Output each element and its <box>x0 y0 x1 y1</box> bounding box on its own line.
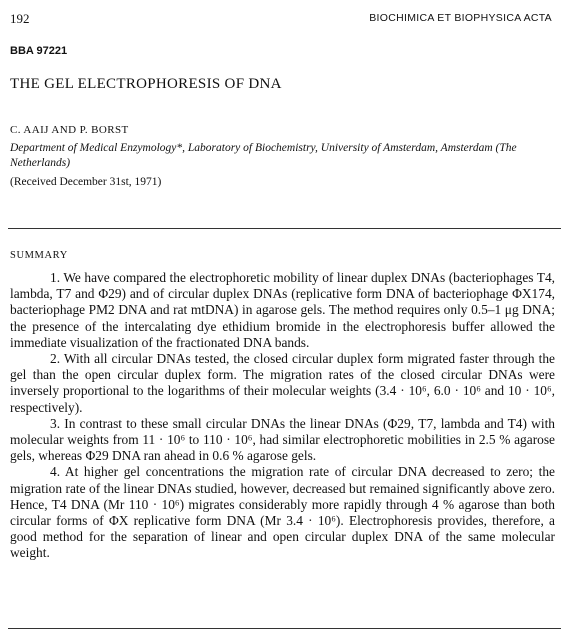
page-number: 192 <box>10 11 30 26</box>
author-affiliation: Department of Medical Enzymology*, Laboratory of Biochemistry, University of Amsterdam, Amsterdam (The Netherlands) <box>10 142 517 169</box>
summary-body <box>10 270 555 562</box>
summary-heading: SUMMARY <box>10 250 68 261</box>
summary-paragraph: 3. In contrast to these small circular DNAs the linear DNAs (Φ29, T7, lambda and T4) with molecular weights from 11 · 10⁶ to 110 · 10⁶, had similar electrophoretic mobilities in 2.5 % agarose gels, whereas Φ29 DNA ran ahead in 0.6 % agarose gels. <box>10 415 555 464</box>
summary-paragraph: 4. At higher gel concentrations the migration rate of circular DNA decreased to zero; the migration rate of the linear DNAs studied, however, decreased but remained significantly above zero. Hence, T4 DNA (Mr 110 · 10⁶) migrates considerably more rapidly through 4 % agarose than both circular forms of ΦX replicative form DNA (Mr 3.4 · 10⁶). Electrophoresis provides, therefore, a good method for the separation of linear and open circular duplex DNA of the same molecular weight. <box>10 464 555 561</box>
received-date: (Received December 31st, 1971) <box>10 176 162 188</box>
section-divider-bottom <box>8 628 561 629</box>
article-code: BBA 97221 <box>10 45 68 57</box>
summary-paragraph: 1. We have compared the electrophoretic mobility of linear duplex DNAs (bacteriophages T4, lambda, T7 and Φ29) and of circular duplex DNAs (replicative form DNA of bacteriophage ΦX174, bacteriophage PM2 DNA and rat mtDNA) in agarose gels. The method requires only 0.5–1 μg DNA; the presence of the intercalating dye ethidium bromide in the electrophoresis buffer allowed the immediate visualization of the fractionated DNA bands. <box>10 270 555 350</box>
summary-paragraph: 2. With all circular DNAs tested, the closed circular duplex form migrated faster through the gel than the open circular duplex form. The migration rates of the closed circular DNAs were inversely proportional to the logarithms of their molecular weights (3.4 · 10⁶, 6.0 · 10⁶ and 10 · 10⁶, respectively). <box>10 351 555 415</box>
section-divider-top <box>8 228 561 229</box>
journal-name: BIOCHIMICA ET BIOPHYSICA ACTA <box>369 12 552 24</box>
article-authors: C. AAIJ AND P. BORST <box>10 124 129 136</box>
article-title: THE GEL ELECTROPHORESIS OF DNA <box>10 76 282 92</box>
